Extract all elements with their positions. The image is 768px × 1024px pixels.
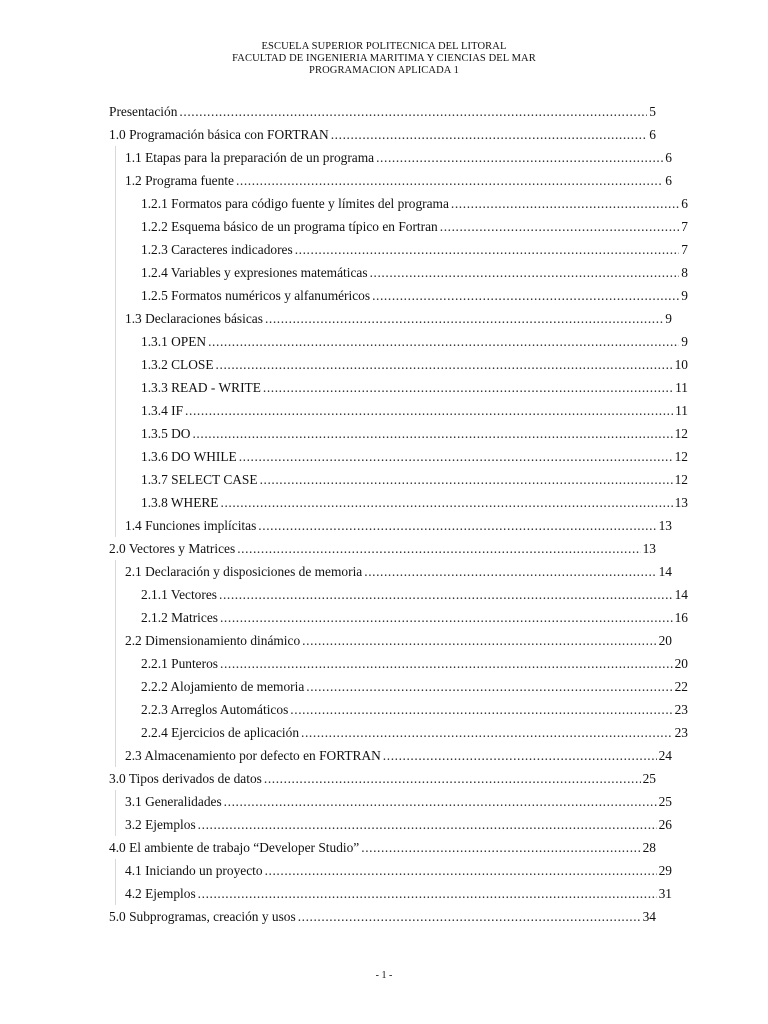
toc-entry-title[interactable]: 1.2.5 Formatos numéricos y alfanuméricos [141,287,371,303]
toc-entry[interactable] [109,330,688,353]
toc-entry[interactable] [109,491,688,514]
toc-entry-page[interactable]: 11 [675,402,688,418]
toc-entry-page[interactable]: 12 [674,471,688,487]
toc-entry-title[interactable]: 1.3.2 CLOSE [141,356,214,372]
toc-entry-page[interactable]: 9 [681,287,688,303]
toc-entry-page[interactable]: 13 [658,517,672,533]
toc-entry[interactable] [109,767,656,790]
toc-entry-page[interactable]: 20 [674,655,688,671]
toc-entry-page[interactable]: 26 [658,816,672,832]
toc-entry-title[interactable]: 1.2 Programa fuente [125,172,234,188]
header-course: PROGRAMACION APLICADA 1 [309,65,459,76]
toc-entry-page[interactable]: 9 [665,310,672,326]
toc-leader-dots [198,817,657,833]
toc-entry[interactable] [109,859,672,882]
toc-leader-dots [236,173,663,189]
toc-entry[interactable] [109,146,672,169]
toc-entry-title[interactable]: 1.3.8 WHERE [141,494,219,510]
toc-entry-title[interactable]: 1.3.3 READ - WRITE [141,379,261,395]
toc-entry-title[interactable]: 1.2.3 Caracteres indicadores [141,241,293,257]
toc-entry-page[interactable]: 10 [674,356,688,372]
toc-entry[interactable] [109,445,688,468]
document-header [0,41,768,77]
toc-leader-dots [221,495,673,511]
toc-entry-title[interactable]: 2.2.1 Punteros [141,655,218,671]
toc-entry-title[interactable]: 2.1.2 Matrices [141,609,218,625]
toc-entry-title[interactable]: 2.1 Declaración y disposiciones de memoria [125,563,363,579]
toc-entry-title[interactable]: 4.1 Iniciando un proyecto [125,862,263,878]
toc-entry-title[interactable]: 1.3.5 DO [141,425,191,441]
toc-entry-page[interactable]: 29 [658,862,672,878]
toc-leader-dots [185,403,673,419]
toc-entry-title[interactable]: Presentación [109,103,178,119]
toc-entry[interactable] [109,100,656,123]
toc-entry-title[interactable]: 3.2 Ejemplos [125,816,196,832]
toc-entry-page[interactable]: 34 [642,908,656,924]
toc-leader-dots [220,610,673,626]
toc-entry-title[interactable]: 1.4 Funciones implícitas [125,517,257,533]
toc-entry-title[interactable]: 1.1 Etapas para la preparación de un programa [125,149,375,165]
toc-entry-page[interactable]: 13 [642,540,656,556]
toc-entry-page[interactable]: 25 [642,770,656,786]
toc-entry-title[interactable]: 1.3.1 OPEN [141,333,207,349]
toc-leader-dots [258,518,656,534]
toc-entry[interactable] [109,882,672,905]
toc-entry-title[interactable]: 1.3.7 SELECT CASE [141,471,258,487]
toc-entry[interactable] [109,652,688,675]
toc-entry[interactable] [109,284,688,307]
toc-entry[interactable] [109,721,688,744]
toc-entry-title[interactable]: 2.0 Vectores y Matrices [109,540,236,556]
toc-leader-dots [290,702,672,718]
toc-leader-dots [224,794,657,810]
toc-entry[interactable] [109,744,672,767]
toc-entry[interactable] [109,813,672,836]
toc-leader-dots [265,311,663,327]
toc-entry-page[interactable]: 5 [649,103,656,119]
toc-entry-title[interactable]: 4.2 Ejemplos [125,885,196,901]
toc-leader-dots [219,587,673,603]
toc-leader-dots [440,219,680,235]
toc-leader-dots [383,748,657,764]
toc-entry[interactable] [109,215,688,238]
toc-leader-dots [301,725,673,741]
toc-entry-page[interactable]: 20 [658,632,672,648]
toc-leader-dots [216,357,673,373]
toc-entry-page[interactable]: 12 [674,425,688,441]
toc-entry[interactable] [109,790,672,813]
toc-leader-dots [372,288,679,304]
toc-entry-page[interactable]: 6 [649,126,656,142]
toc-leader-dots [298,909,641,925]
toc-entry-page[interactable]: 23 [674,701,688,717]
toc-entry-page[interactable]: 28 [642,839,656,855]
toc-entry[interactable] [109,583,688,606]
toc-entry-page[interactable]: 16 [674,609,688,625]
toc-leader-dots [264,771,641,787]
toc-entry-page[interactable]: 24 [658,747,672,763]
header-faculty: FACULTAD DE INGENIERIA MARITIMA Y CIENCIAS DEL MAR [232,53,536,64]
toc-leader-dots [302,633,656,649]
toc-entry-page[interactable]: 13 [674,494,688,510]
toc-leader-dots [364,564,656,580]
toc-entry[interactable] [109,698,688,721]
toc-entry[interactable] [109,514,672,537]
toc-entry-page[interactable]: 8 [681,264,688,280]
toc-entry[interactable] [109,468,688,491]
toc-leader-dots [295,242,680,258]
toc-entry-title[interactable]: 2.3 Almacenamiento por defecto en FORTRAN [125,747,381,763]
toc-leader-dots [260,472,673,488]
toc-leader-dots [237,541,640,557]
toc-entry-title[interactable]: 1.3 Declaraciones básicas [125,310,263,326]
toc-leader-dots [208,334,679,350]
toc-entry[interactable] [109,399,688,422]
toc-entry-title[interactable]: 2.2 Dimensionamiento dinámico [125,632,301,648]
toc-entry-title[interactable]: 2.1.1 Vectores [141,586,217,602]
toc-leader-dots [198,886,657,902]
toc-entry[interactable] [109,238,688,261]
toc-entry[interactable] [109,606,688,629]
toc-leader-dots [370,265,680,281]
toc-leader-dots [239,449,673,465]
toc-entry-title[interactable]: 1.2.1 Formatos para código fuente y límites del programa [141,195,449,211]
toc-entry-title[interactable]: 1.2.2 Esquema básico de un programa típico en Fortran [141,218,438,234]
toc-entry[interactable] [109,192,688,215]
toc-entry-page[interactable]: 6 [665,172,672,188]
toc-leader-dots [451,196,679,212]
toc-leader-dots [376,150,663,166]
toc-leader-dots [220,656,673,672]
toc-entry[interactable] [109,353,688,376]
toc-entry-title[interactable]: 1.2.4 Variables y expresiones matemáticas [141,264,368,280]
toc-leader-dots [361,840,640,856]
toc-entry-title[interactable]: 3.0 Tipos derivados de datos [109,770,262,786]
toc-entry-title[interactable]: 2.2.4 Ejercicios de aplicación [141,724,300,740]
table-of-contents [109,100,688,928]
toc-entry[interactable] [109,905,656,928]
toc-leader-dots [179,104,647,120]
toc-entry-title[interactable]: 3.1 Generalidades [125,793,222,809]
toc-entry-page[interactable]: 12 [674,448,688,464]
toc-entry[interactable] [109,261,688,284]
page-number: - 1 - [375,970,393,981]
toc-entry[interactable] [109,629,672,652]
toc-entry-page[interactable]: 6 [665,149,672,165]
toc-entry-page[interactable]: 11 [675,379,688,395]
toc-entry-page[interactable]: 25 [658,793,672,809]
toc-entry-page[interactable]: 6 [681,195,688,211]
toc-entry-page[interactable]: 23 [674,724,688,740]
toc-leader-dots [306,679,672,695]
toc-entry[interactable] [109,376,688,399]
toc-entry-page[interactable]: 7 [681,241,688,257]
toc-leader-dots [331,127,648,143]
header-institution: ESCUELA SUPERIOR POLITECNICA DEL LITORAL [261,41,507,52]
toc-entry-title[interactable]: 1.0 Programación básica con FORTRAN [109,126,329,142]
toc-entry[interactable] [109,560,672,583]
toc-entry-page[interactable]: 31 [658,885,672,901]
toc-leader-dots [192,426,672,442]
toc-entry[interactable] [109,169,672,192]
toc-entry-page[interactable]: 22 [674,678,688,694]
toc-entry-title[interactable]: 2.2.3 Arreglos Automáticos [141,701,289,717]
toc-entry[interactable] [109,307,672,330]
toc-entry[interactable] [109,836,656,859]
toc-entry[interactable] [109,675,688,698]
toc-entry-title[interactable]: 1.3.6 DO WHILE [141,448,237,464]
toc-entry-page[interactable]: 14 [658,563,672,579]
toc-entry-title[interactable]: 4.0 El ambiente de trabajo “Developer Studio” [109,839,360,855]
toc-entry[interactable] [109,123,656,146]
toc-entry-title[interactable]: 1.3.4 IF [141,402,184,418]
toc-leader-dots [265,863,657,879]
toc-leader-dots [263,380,673,396]
toc-entry-page[interactable]: 9 [681,333,688,349]
toc-entry[interactable] [109,422,688,445]
toc-entry-title[interactable]: 5.0 Subprogramas, creación y usos [109,908,296,924]
toc-entry-title[interactable]: 2.2.2 Alojamiento de memoria [141,678,305,694]
toc-entry[interactable] [109,537,656,560]
toc-entry-page[interactable]: 7 [681,218,688,234]
toc-entry-page[interactable]: 14 [674,586,688,602]
